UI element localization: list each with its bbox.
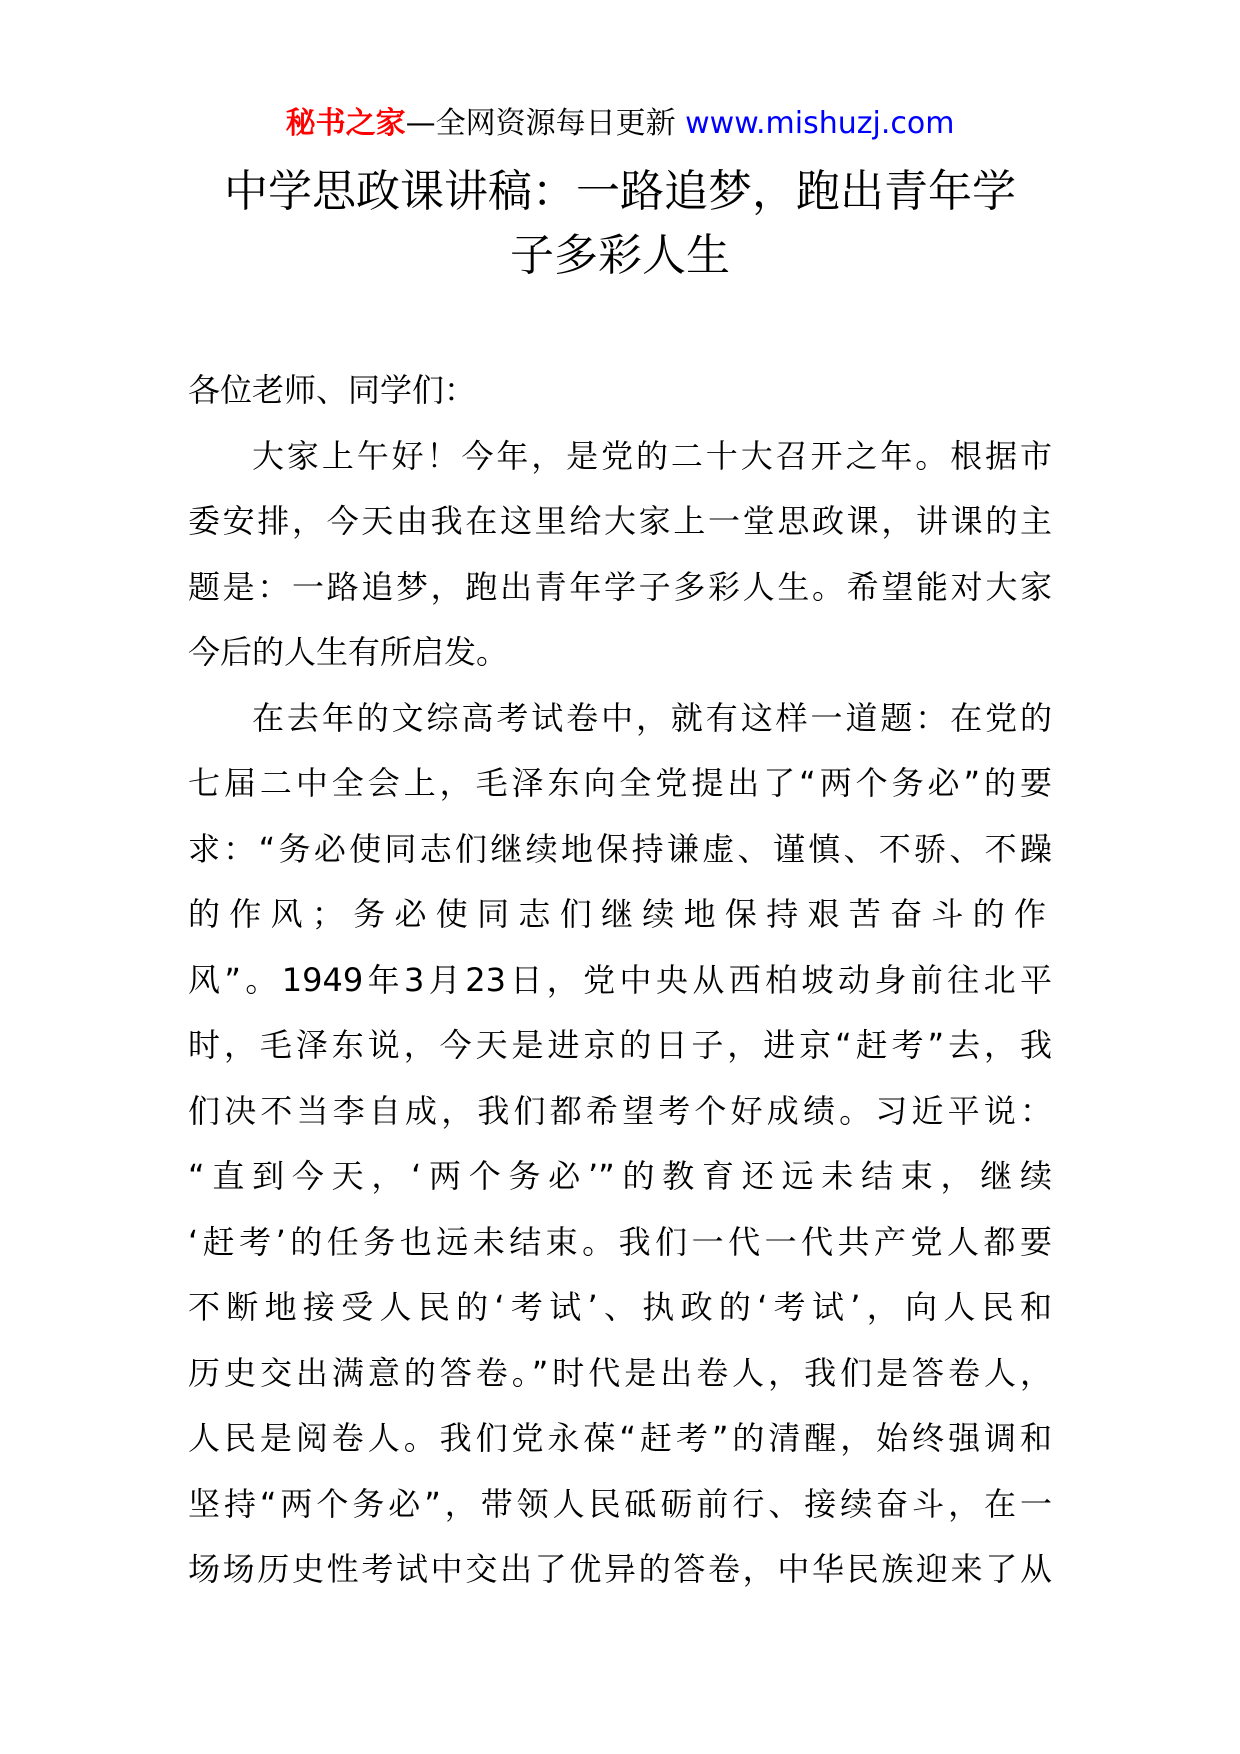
body-line: 人民是阅卷人。我们党永葆“赶考”的清醒，始终强调和: [188, 1419, 1052, 1457]
title-line-2: 子多彩人生: [510, 230, 730, 281]
body-line: 题是：一路追梦，跑出青年学子多彩人生。希望能对大家: [188, 567, 1052, 606]
title-line-1: 中学思政课讲稿：一路追梦，跑出青年学: [224, 166, 1016, 217]
site-url[interactable]: www.mishuzj.com: [685, 106, 955, 141]
body-line: 风”。1949年3月23日，党中央从西柏坡动身前往北平: [188, 960, 1052, 999]
body-line: 七届二中全会上，毛泽东向全党提出了“两个务必”的要: [188, 764, 1052, 802]
site-banner: [0, 102, 1240, 146]
body-line: 不断地接受人民的‘考试’、执政的‘考试’，向人民和: [188, 1288, 1052, 1326]
brand-name: 秘书之家: [285, 106, 406, 141]
body-line: “直到今天，‘两个务必’”的教育还远未结束，继续: [188, 1157, 1052, 1195]
body-line: 时，毛泽东说，今天是进京的日子，进京“赶考”去，我: [188, 1026, 1052, 1064]
body-line: ‘赶考’的任务也远未结束。我们一代一代共产党人都要: [188, 1222, 1052, 1261]
body-line: 历史交出满意的答卷。”时代是出卷人，我们是答卷人，: [188, 1353, 1052, 1392]
body-line: 的作风；务必使同志们继续地保持艰苦奋斗的作: [188, 895, 1052, 933]
salutation: 各位老师、同学们：: [188, 371, 477, 409]
body-line: 场场历史性考试中交出了优异的答卷，中华民族迎来了从: [188, 1550, 1052, 1588]
body-line: 坚持“两个务必”，带领人民砥砺前行、接续奋斗，在一: [188, 1484, 1052, 1523]
body-line: 求：“务必使同志们继续地保持谦虚、谨慎、不骄、不躁: [188, 829, 1052, 868]
document-title: [180, 160, 1060, 288]
document-body: [188, 358, 1052, 1603]
body-line: 委安排，今天由我在这里给大家上一堂思政课，讲课的主: [188, 502, 1052, 540]
body-line: 在去年的文综高考试卷中，就有这样一道题：在党的: [252, 698, 1052, 737]
body-line: 大家上午好！今年，是党的二十大召开之年。根据市: [252, 436, 1052, 475]
banner-tagline: —全网资源每日更新: [405, 106, 676, 141]
body-line: 们决不当李自成，我们都希望考个好成绩。习近平说：: [188, 1091, 1052, 1130]
body-line: 今后的人生有所启发。: [188, 633, 509, 671]
